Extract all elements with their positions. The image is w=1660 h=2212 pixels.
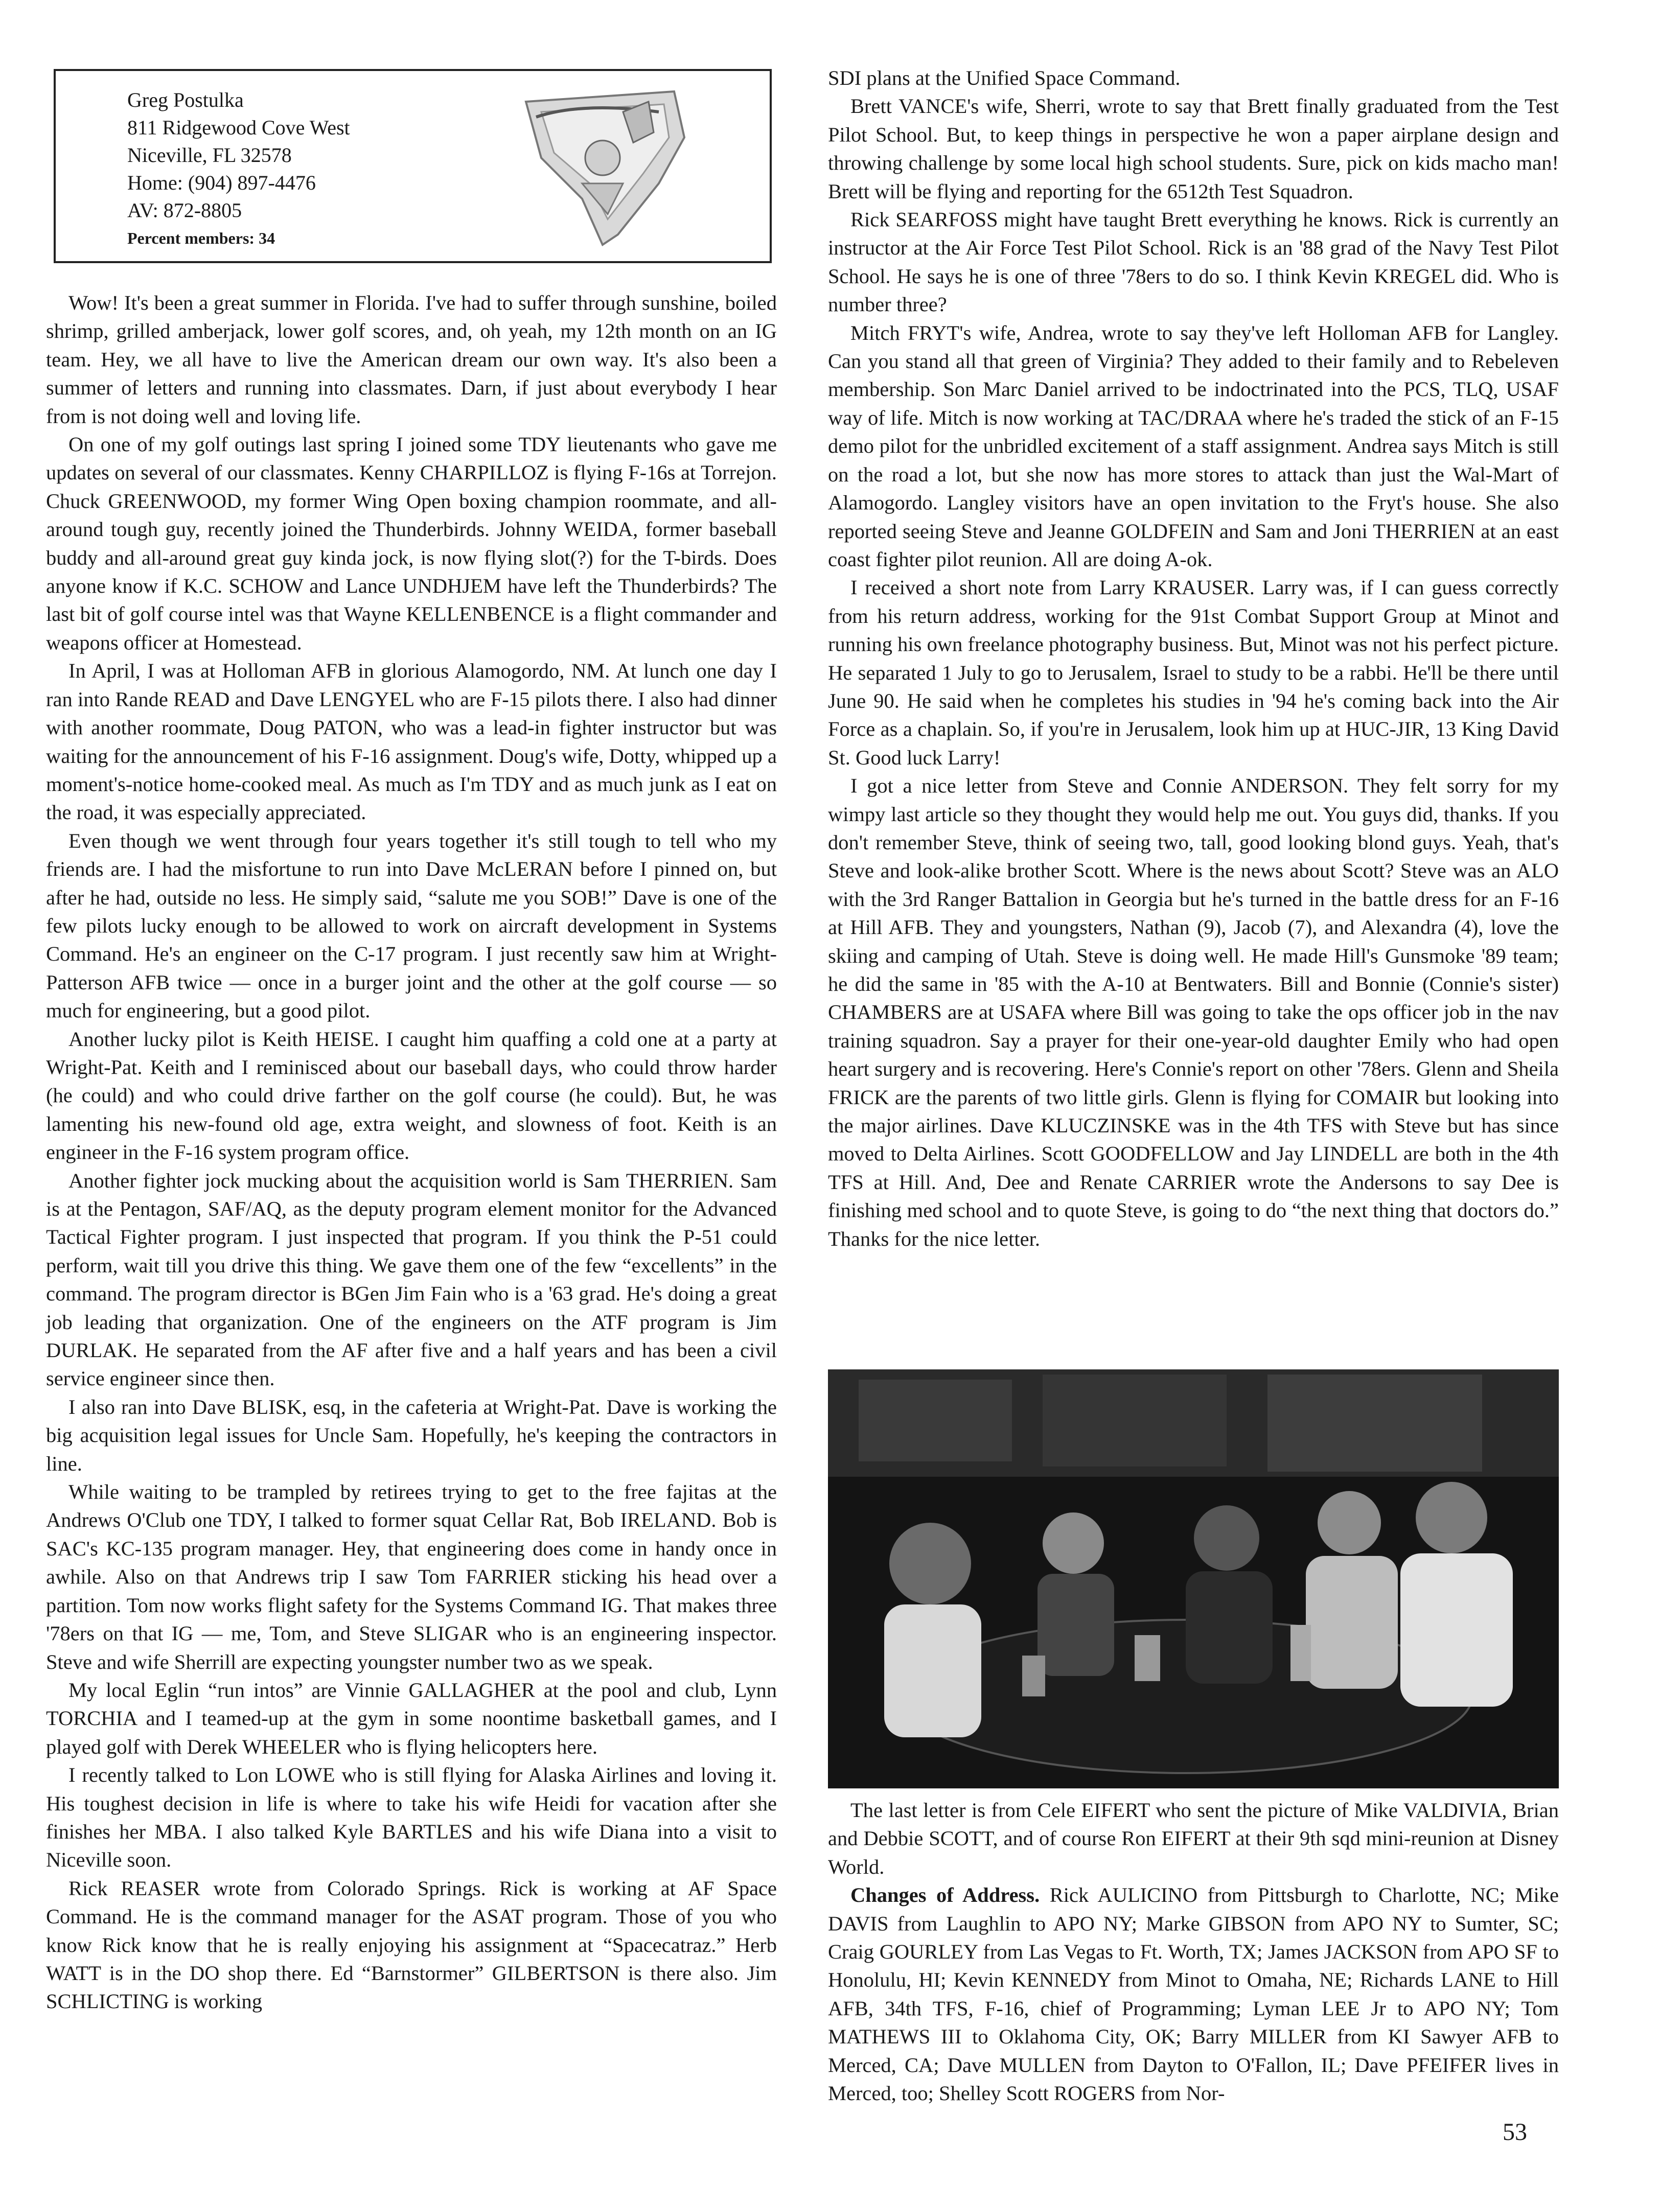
right-article-text bbox=[828, 64, 1559, 1253]
photo-caption-block bbox=[828, 1796, 1559, 2107]
contact-name: Greg Postulka bbox=[127, 88, 244, 111]
article-paragraph: I received a short note from Larry KRAUSER. Larry was, if I can guess correctly from his return address, working for the 91st Combat Support Group at Minot and running his own freelance photography business. But, Minot was not his perfect picture. He separated 1 July to go to Jerusalem, Israel to study to be a rabbi. He'll be there until June 90. He said when he completes his studies in '94 he's coming back into the Air Force as a chaplain. So, if you're in Jerusalem, look him up at HUC-JIR, 13 King David St. Good luck Larry! bbox=[828, 576, 1559, 769]
article-paragraph: I also ran into Dave BLISK, esq, in the cafeteria at Wright-Pat. Dave is working the big acquisition legal issues for Uncle Sam. Hopefully, he's keeping the contractors in line. bbox=[46, 1395, 777, 1475]
article-paragraph: Wow! It's been a great summer in Florida. I've had to suffer through sunshine, boiled shrimp, grilled amberjack, lower golf scores, and, oh yeah, my 12th month on an IG team. Hey, we all have to live the American dream our own way. It's also been a summer of letters and running into classmates. Darn, if just about everybody I hear from is not doing well and loving life. bbox=[46, 291, 777, 428]
contact-av-phone: AV: 872-8805 bbox=[127, 199, 242, 222]
changes-heading: Changes of Address. bbox=[850, 1883, 1040, 1907]
article-paragraph: On one of my golf outings last spring I joined some TDY lieutenants who gave me updates on several of our classmates. Kenny CHARPILLOZ is flying F-16s at Torrejon. Chuck GREENWOOD, my former Wing Open boxing champion roommate, and all-around tough guy, recently joined the Thunderbirds. Johnny WEIDA, former baseball buddy and all-around great guy kinda jock, is now flying slot(?) for the T-birds. Does anyone know if K.C. SCHOW and Lance UNDHJEM have left the Thunderbirds? The last bit of golf course intel was that Wayne KELLENBENCE is a flight commander and weapons officer at Homestead. bbox=[46, 433, 777, 654]
article-paragraph: In April, I was at Holloman AFB in glorious Alamogordo, NM. At lunch one day I ran into Rande READ and Dave LENGYEL who are F-15 pilots there. I also had dinner with another roommate, Doug PATON, who was a lead-in fighter instructor but was waiting for the announcement of his F-16 assignment. Doug's wife, Dotty, whipped up a moment's-notice home-cooked meal. As much as I'm TDY and as much junk as I eat on the road, it was especially appreciated. bbox=[46, 659, 777, 824]
article-paragraph: Even though we went through four years together it's still tough to tell who my friends are. I had the misfortune to run into Dave McLERAN before I pinned on, but after he had, outside no less. He simply said, “salute me you SOB!” Dave is one of the few pilots lucky enough to be allowed to work on aircraft development in Systems Command. He's an engineer on the C-17 program. I just recently saw him at Wright-Patterson AFB twice — once in a burger joint and the other at the golf course — so much for engineering, but a good pilot. bbox=[46, 829, 777, 1022]
class-1978-crest-icon bbox=[505, 81, 705, 250]
left-column bbox=[46, 289, 777, 2016]
article-paragraph: Mitch FRYT's wife, Andrea, wrote to say they've left Holloman AFB for Langley. Can you stand all that green of Virginia? They added to their family and to Rebeleven membership. Son Marc Daniel arrived to be indoctrinated into the PCS, TLQ, USAF way of life. Mitch is now working at TAC/DRAA where he's traded the stick of an F-15 demo pilot for the unbridled excitement of a staff assignment. Andrea says Mitch is still on the road a lot, but she now has more stores to attack than just the Wal-Mart of Alamogordo. Langley visitors have an open invitation to the Fryt's house. She also reported seeing Steve and Jeanne GOLDFEIN and Sam and Joni THERRIEN at an east coast fighter pilot reunion. All are doing A-ok. bbox=[828, 321, 1559, 571]
article-paragraph: Rick REASER wrote from Colorado Springs. Rick is working at AF Space Command. He is the command manager for the ASAT program. Those of you who know Rick know that he is really enjoying his assignment at “Spacecatraz.” Herb WATT is in the DO shop there. Ed “Barnstormer” GILBERTSON is there also. Jim SCHLICTING is working bbox=[46, 1876, 777, 2013]
page-number: 53 bbox=[1503, 2118, 1527, 2146]
left-article-text bbox=[46, 289, 777, 2016]
contact-home-phone: Home: (904) 897-4476 bbox=[127, 171, 316, 194]
percent-members: Percent members: 34 bbox=[127, 229, 275, 247]
contact-street: 811 Ridgewood Cove West bbox=[127, 116, 350, 139]
article-paragraph: Rick SEARFOSS might have taught Brett everything he knows. Rick is currently an instructor at the Air Force Test Pilot School. Rick is an '88 grad of the Navy Test Pilot School. He says he is one of three '78ers to do so. I think Kevin KREGEL did. Who is number three? bbox=[828, 208, 1559, 316]
article-paragraph: I recently talked to Lon LOWE who is still flying for Alaska Airlines and loving it. His toughest decision in life is where to take his wife Heidi for vacation after she finishes her MBA. I also talked Kyle BARTLES and his wife Diana into a visit to Niceville soon. bbox=[46, 1763, 777, 1872]
article-paragraph: SDI plans at the Unified Space Command. bbox=[828, 66, 1181, 89]
article-paragraph: My local Eglin “run intos” are Vinnie GALLAGHER at the pool and club, Lynn TORCHIA and I teamed-up at the gym in some noontime basketball games, and I played golf with Derek WHEELER who is flying helicopters here. bbox=[46, 1678, 777, 1758]
changes-of-address bbox=[828, 1881, 1559, 2107]
right-column bbox=[828, 64, 1559, 1253]
contact-address bbox=[127, 86, 350, 252]
article-paragraph: Another fighter jock mucking about the acquisition world is Sam THERRIEN. Sam is at the Pentagon, SAF/AQ, as the deputy program element monitor for the Advanced Tactical Fighter program. I just inspected that program. If you think the P-51 could perform, wait till you drive this thing. We gave them one of the few “excellents” in the command. The program director is BGen Jim Fain who is a '63 grad. He's doing a great job leading that organization. One of the engineers on the ATF program is Jim DURLAK. He separated from the AF after five and a half years and has been a civil service engineer since then. bbox=[46, 1169, 777, 1390]
article-paragraph: Another lucky pilot is Keith HEISE. I caught him quaffing a cold one at a party at Wright-Pat. Keith and I reminisced about our baseball days, who could throw harder (he could) and who could drive farther on the golf course (he could). But, he was lamenting his new-found old age, extra weight, and slowness of foot. Keith is an engineer in the F-16 system program office. bbox=[46, 1027, 777, 1164]
changes-text: Rick AULICINO from Pittsburgh to Charlotte, NC; Mike DAVIS from Laughlin to APO NY; Marke GIBSON from APO NY to Sumter, SC; Craig GOURLEY from Las Vegas to Ft. Worth, TX; James JACKSON from APO SF to Honolulu, HI; Kevin KENNEDY from Minot to Omaha, NE; Richards LANE to Hill AFB, 34th TFS, F-16, chief of Programming; Lyman LEE Jr to APO NY; Tom MATHEWS III to Oklahoma City, OK; Barry MILLER from KI Sawyer AFB to Merced, CA; Dave MULLEN from Dayton to O'Fallon, IL; Dave PFEIFER lives in Merced, too; Shelley Scott ROGERS from Nor- bbox=[828, 1883, 1559, 2105]
article-paragraph: I got a nice letter from Steve and Connie ANDERSON. They felt sorry for my wimpy last article so they thought they would help me out. You guys did, thanks. If you don't remember Steve, think of seeing two, tall, good looking blond guys. Yeah, that's Steve and look-alike brother Scott. Where is the news about Scott? Steve was an ALO with the 3rd Ranger Battalion in Georgia but he's turned in the battle dress for an F-16 at Hill AFB. They and youngsters, Nathan (9), Jacob (7), and Alexandra (4), love the skiing and camping of Utah. Steve is doing well. He made Hill's Gunsmoke '89 team; he did the same in '85 with the A-10 at Bentwaters. Bill and Bonnie (Connie's sister) CHAMBERS are at USAFA where Bill was going to take the ops officer job in the nav training squadron. Say a prayer for their one-year-old daughter Emily who had open heart surgery and is recovering. Here's Connie's report on other '78ers. Glenn and Sheila FRICK are the parents of two little girls. Glenn is flying for COMAIR but looking into the major airlines. Dave KLUCZINSKE was in the 4th TFS with Steve but has since moved to Delta Airlines. Scott GOODFELLOW and Jay LINDELL are both in the 4th TFS at Hill. And, Dee and Renate CARRIER wrote the Andersons to say Dee is finishing med school and to quote Steve, is going to do “the next thing that doctors do.” Thanks for the nice letter. bbox=[828, 774, 1559, 1250]
article-paragraph: While waiting to be trampled by retirees trying to get to the free fajitas at the Andrews O'Club one TDY, I talked to former squat Cellar Rat, Bob IRELAND. Bob is SAC's KC-135 program manager. Hey, that engineering does come in handy once in awhile. Also on that Andrews trip I saw Tom FARRIER sticking his head over a partition. Tom now works flight safety for the Systems Command IG. That makes three '78ers on that IG — me, Tom, and Steve SLIGAR who is an engineering inspector. Steve and wife Sherrill are expecting youngster number two as we speak. bbox=[46, 1480, 777, 1673]
article-paragraph: Brett VANCE's wife, Sherri, wrote to say that Brett finally graduated from the Test Pilot School. But, to keep things in perspective he won a paper airplane design and throwing challenge by some local high school students. Sure, pick on kids macho man! Brett will be flying and reporting for the 6512th Test Squadron. bbox=[828, 95, 1559, 203]
class-contact-box bbox=[54, 69, 772, 263]
contact-city: Niceville, FL 32578 bbox=[127, 144, 292, 167]
reunion-photo bbox=[828, 1369, 1559, 1788]
photo-caption: The last letter is from Cele EIFERT who sent the picture of Mike VALDIVIA, Brian and Debbie SCOTT, and of course Ron EIFERT at their 9th sqd mini-reunion at Disney World. bbox=[828, 1799, 1559, 1878]
